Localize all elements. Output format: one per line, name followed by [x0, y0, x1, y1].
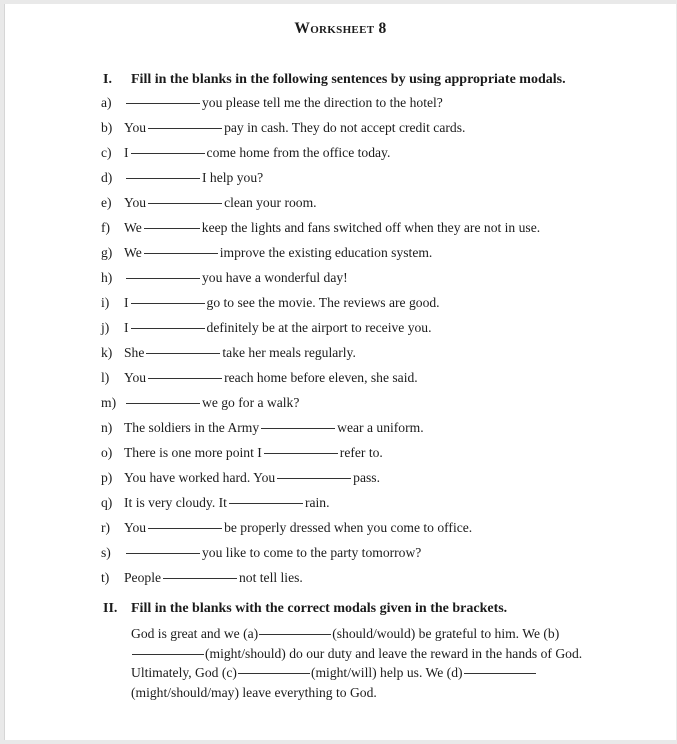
item-g: g) We improve the existing education system.	[101, 245, 433, 260]
item-p: p) You have worked hard. You pass.	[101, 470, 380, 485]
answer-blank	[148, 127, 222, 129]
section-1-heading: Fill in the blanks in the following sentences by using appropriate modals.	[131, 72, 566, 87]
answer-blank	[261, 427, 335, 429]
item-o: o) There is one more point I refer to.	[101, 445, 383, 460]
worksheet-page	[4, 4, 676, 740]
item-n: n) The soldiers in the Army wear a uniform.	[101, 420, 424, 435]
item-a: a) you please tell me the direction to the hotel?	[101, 95, 443, 110]
item-i: i) I go to see the movie. The reviews are good.	[101, 295, 440, 310]
item-j: j) I definitely be at the airport to receive you.	[101, 320, 432, 335]
answer-blank	[148, 527, 222, 529]
item-t: t) People not tell lies.	[101, 570, 303, 585]
item-b: b) You pay in cash. They do not accept credit cards.	[101, 120, 466, 135]
item-l: l) You reach home before eleven, she said.	[101, 370, 418, 385]
answer-blank	[126, 552, 200, 554]
answer-blank	[148, 377, 222, 379]
section-2-heading: Fill in the blanks with the correct modals given in the brackets.	[131, 601, 508, 616]
item-e: e) You clean your room.	[101, 195, 317, 210]
answer-blank-d	[464, 672, 536, 674]
answer-blank	[163, 577, 237, 579]
section-1-number: I.	[103, 72, 112, 87]
answer-blank	[144, 252, 218, 254]
section-2-paragraph: God is great and we (a) (should/would) be grateful to him. We (b) (might/should) do our duty and leave the reward in the hands of God. Ultimately, God (c) (might/will) help us. We (d) (might/should/may) leave everything to God.	[131, 626, 583, 700]
answer-blank-c	[238, 672, 310, 674]
answer-blank	[144, 227, 200, 229]
item-s: s) you like to come to the party tomorrow?	[101, 545, 422, 560]
item-r: r) You be properly dressed when you come to office.	[101, 520, 473, 535]
item-f: f) We keep the lights and fans switched off when they are not in use.	[101, 220, 541, 235]
item-h: h) you have a wonderful day!	[101, 270, 348, 285]
answer-blank	[148, 202, 222, 204]
answer-blank-b	[132, 653, 204, 655]
answer-blank-a	[259, 633, 331, 635]
answer-blank	[229, 502, 303, 504]
answer-blank	[126, 102, 200, 104]
answer-blank	[277, 477, 351, 479]
answer-blank	[264, 452, 338, 454]
item-q: q) It is very cloudy. It rain.	[101, 495, 330, 510]
answer-blank	[126, 177, 200, 179]
answer-blank	[131, 302, 205, 304]
item-d: d) I help you?	[101, 170, 264, 185]
answer-blank	[126, 277, 200, 279]
answer-blank	[131, 327, 205, 329]
answer-blank	[146, 352, 220, 354]
answer-blank	[131, 152, 205, 154]
item-m: m) we go for a walk?	[101, 395, 300, 410]
worksheet-title: Worksheet 8	[294, 20, 387, 37]
answer-blank	[126, 402, 200, 404]
item-k: k) She take her meals regularly.	[101, 345, 356, 360]
item-c: c) I come home from the office today.	[101, 145, 391, 160]
section-2-number: II.	[103, 601, 118, 616]
